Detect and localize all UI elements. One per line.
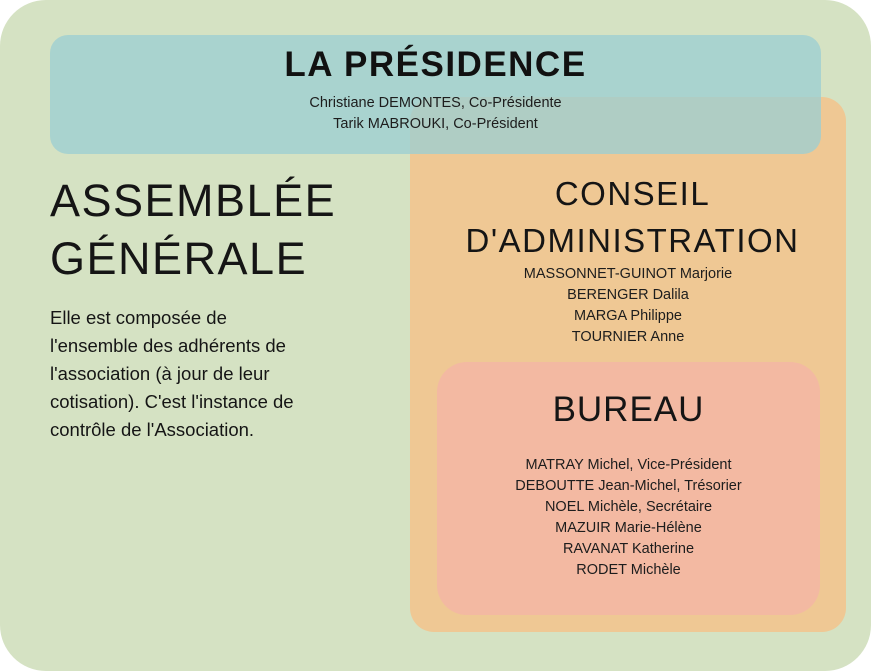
bureau-member: RAVANAT Katherine (562, 541, 695, 557)
conseil-administration-members (410, 264, 846, 348)
conseil-member: TOURNIER Anne (571, 329, 685, 345)
bureau-member: MATRAY Michel, Vice-Président (525, 457, 732, 473)
presidence-member: Tarik MABROUKI, Co-Président (333, 116, 538, 132)
conseil-member: MASSONNET-GUINOT Marjorie (523, 266, 733, 282)
bureau-members (437, 455, 820, 581)
description-line: l'association (à jour de leur (50, 363, 270, 384)
conseil-title-line: CONSEIL (554, 175, 711, 212)
bureau-member: NOEL Michèle, Secrétaire (544, 499, 713, 515)
bureau-member: DEBOUTTE Jean-Michel, Trésorier (515, 478, 742, 494)
assemblee-title-line: GÉNÉRALE (50, 233, 308, 284)
conseil-member: MARGA Philippe (574, 308, 682, 324)
conseil-title-line: D'ADMINISTRATION (465, 222, 800, 259)
description-line: l'ensemble des adhérents de (50, 335, 286, 356)
presidence-title: LA PRÉSIDENCE (284, 45, 587, 84)
presidence-members (50, 93, 821, 135)
bureau-member: MAZUIR Marie-Hélène (555, 520, 702, 536)
conseil-administration-title (410, 170, 855, 264)
bureau-title: BUREAU (552, 390, 705, 429)
description-line: contrôle de l'Association. (50, 419, 255, 440)
assemblee-generale-title (50, 172, 390, 288)
description-line: cotisation). C'est l'instance de (50, 391, 294, 412)
description-line: Elle est composée de (50, 307, 227, 328)
assemblee-generale-description (50, 304, 360, 444)
conseil-member: BERENGER Dalila (567, 287, 689, 303)
bureau-member: RODET Michèle (576, 562, 681, 578)
assemblee-title-line: ASSEMBLÉE (50, 175, 337, 226)
presidence-member: Christiane DEMONTES, Co-Présidente (309, 95, 562, 111)
